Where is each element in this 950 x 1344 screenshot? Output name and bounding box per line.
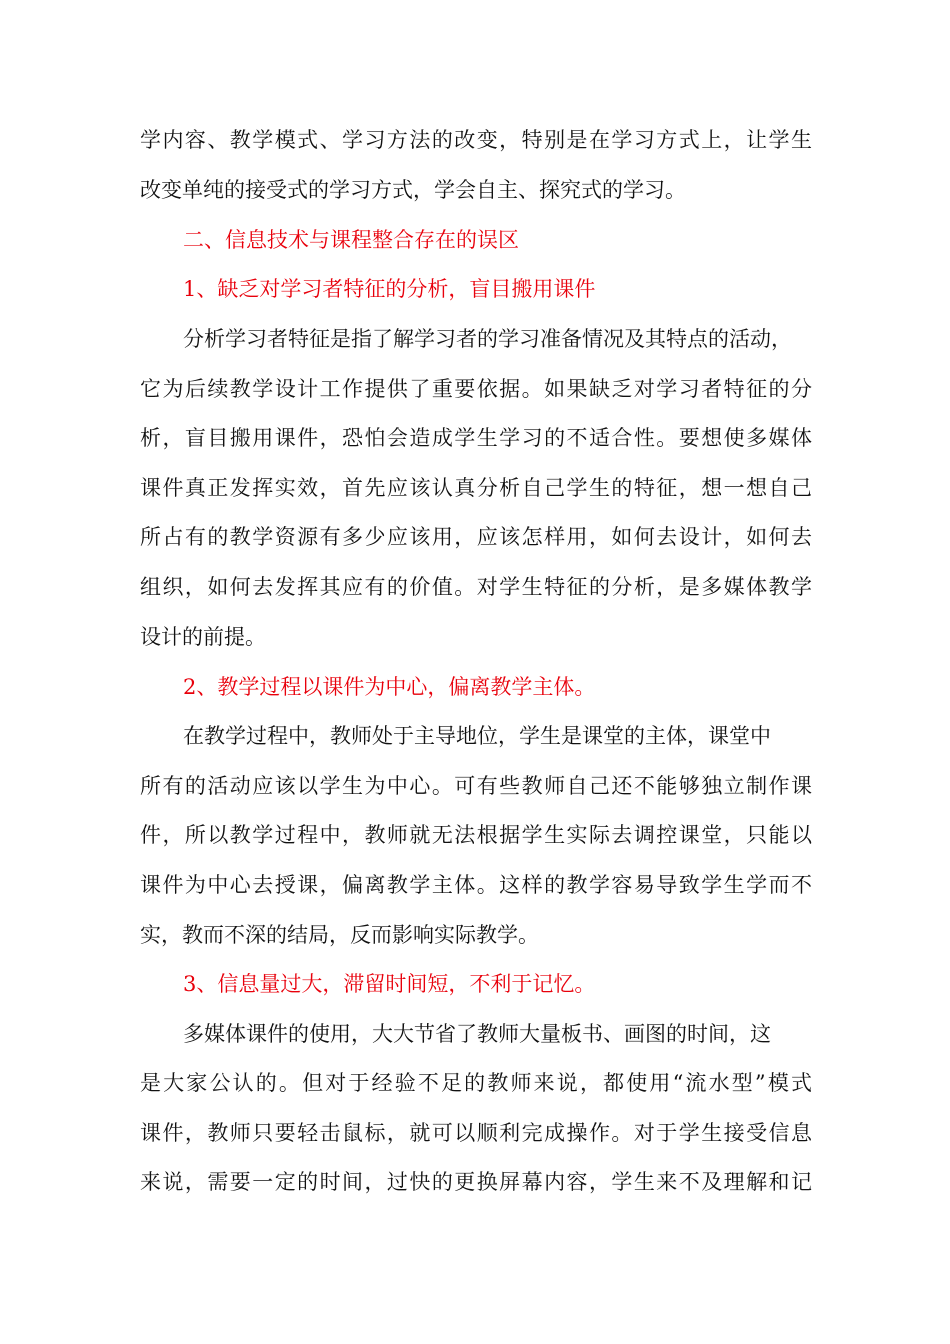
intro-line-2: 改变单纯的接受式的学习方式，学会自主、探究式的学习。 [140, 178, 686, 202]
item1-line-4: 课件真正发挥实效，首先应该认真分析自己学生的特征，想一想自己 [140, 476, 812, 500]
item3-line-3: 课件，教师只要轻击鼠标，就可以顺利完成操作。对于学生接受信息 [140, 1121, 812, 1145]
item1-heading: 1、缺乏对学习者特征的分析，盲目搬用课件 [183, 277, 596, 301]
item2-line-3: 件，所以教学过程中，教师就无法根据学生实际去调控课堂，只能以 [140, 823, 812, 847]
item3-heading: 3、信息量过大，滞留时间短，不利于记忆。 [183, 972, 596, 996]
item2-line-5: 实，教而不深的结局，反而影响实际教学。 [140, 923, 539, 947]
item3-line-2: 是大家公认的。但对于经验不足的教师来说，都使用“流水型”模式 [140, 1071, 812, 1095]
item2-line-4: 课件为中心去授课，偏离教学主体。这样的教学容易导致学生学而不 [140, 873, 812, 897]
item2-line-1: 在教学过程中，教师处于主导地位，学生是课堂的主体，课堂中 [183, 724, 771, 748]
item1-line-5: 所占有的教学资源有多少应该用，应该怎样用，如何去设计，如何去 [140, 525, 812, 549]
item1-line-1: 分析学习者特征是指了解学习者的学习准备情况及其特点的活动， [183, 327, 792, 351]
item1-line-2: 它为后续教学设计工作提供了重要依据。如果缺乏对学习者特征的分 [140, 377, 812, 401]
item2-heading: 2、教学过程以课件为中心，偏离教学主体。 [183, 675, 596, 699]
item1-line-6: 组织，如何去发挥其应有的价值。对学生特征的分析，是多媒体教学 [140, 575, 812, 599]
item1-line-3: 析，盲目搬用课件，恐怕会造成学生学习的不适合性。要想使多媒体 [140, 426, 812, 450]
intro-line-1: 学内容、教学模式、学习方法的改变，特别是在学习方式上，让学生 [140, 128, 812, 152]
item3-line-4: 来说，需要一定的时间，过快的更换屏幕内容，学生来不及理解和记 [140, 1170, 812, 1194]
item2-line-2: 所有的活动应该以学生为中心。可有些教师自己还不能够独立制作课 [140, 774, 812, 798]
section-heading: 二、信息技术与课程整合存在的误区 [183, 228, 519, 252]
item3-line-1: 多媒体课件的使用，大大节省了教师大量板书、画图的时间，这 [183, 1022, 771, 1046]
item1-line-7: 设计的前提。 [140, 625, 266, 649]
